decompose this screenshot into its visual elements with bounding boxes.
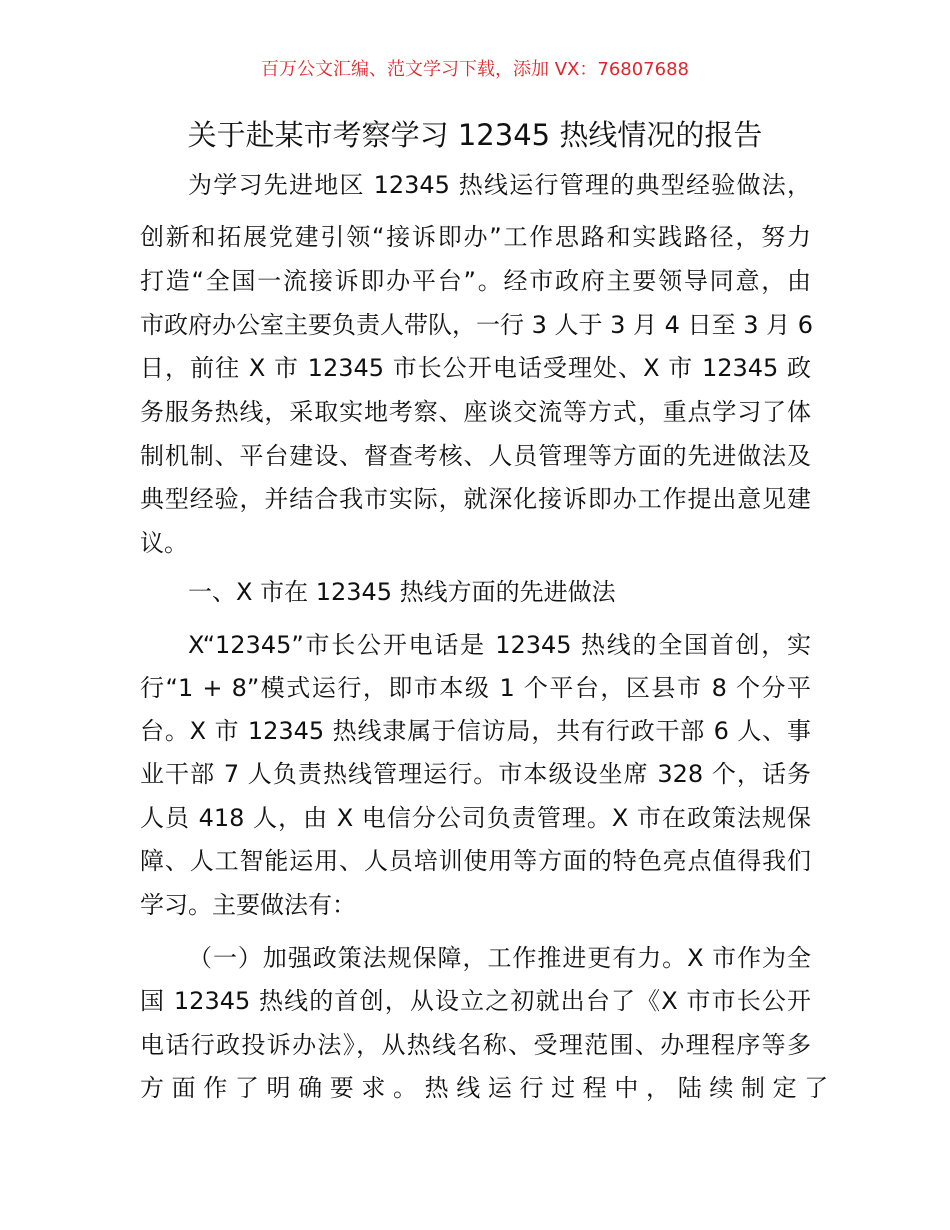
paragraph-line: 电话行政投诉办法》，从热线名称、受理范围、办理程序等多 bbox=[140, 1031, 811, 1059]
paragraph-line: 典型经验，并结合我市实际，就深化接诉即办工作提出意见建 bbox=[140, 485, 811, 513]
paragraph-line: 国 12345 热线的首创，从设立之初就出台了《X 市市长公开 bbox=[140, 987, 811, 1015]
paragraph-line: 日，前往 X 市 12345 市长公开电话受理处、X 市 12345 政 bbox=[140, 354, 811, 382]
paragraph-line: 创新和拓展党建引领“接诉即办”工作思路和实践路径，努力 bbox=[140, 223, 811, 251]
paragraph-line: 人员 418 人，由 X 电信分公司负责管理。X 市在政策法规保 bbox=[140, 804, 811, 832]
section-heading: 一、X 市在 12345 热线方面的先进做法 bbox=[188, 578, 616, 606]
watermark-header: 百万公文汇编、范文学习下载，添加 VX：76807688 bbox=[261, 59, 689, 80]
document-title: 关于赴某市考察学习 12345 热线情况的报告 bbox=[187, 118, 763, 152]
paragraph-line: 业干部 7 人负责热线管理运行。市本级设坐席 328 个，话务 bbox=[140, 760, 811, 788]
paragraph-line: 市政府办公室主要负责人带队，一行 3 人于 3 月 4 日至 3 月 6 bbox=[140, 311, 814, 339]
paragraph-line: X“12345”市长公开电话是 12345 热线的全国首创，实 bbox=[188, 631, 811, 659]
paragraph-line: 台。X 市 12345 热线隶属于信访局，共有行政干部 6 人、事 bbox=[140, 717, 811, 745]
paragraph-line: 为学习先进地区 12345 热线运行管理的典型经验做法， bbox=[188, 171, 811, 199]
paragraph-line: 打造“全国一流接诉即办平台”。经市政府主要领导同意，由 bbox=[140, 267, 811, 295]
paragraph-line: 行“1 + 8”模式运行，即市本级 1 个平台，区县市 8 个分平 bbox=[140, 674, 811, 702]
paragraph-line: 方 面 作 了 明 确 要 求 。 热 线 运 行 过 程 中 ， 陆 续 制 定 了 bbox=[140, 1074, 829, 1102]
paragraph-line: （一）加强政策法规保障，工作推进更有力。X 市作为全 bbox=[188, 944, 811, 972]
paragraph-line: 议。 bbox=[140, 529, 188, 557]
paragraph-line: 学习。主要做法有： bbox=[140, 891, 356, 919]
paragraph-line: 障、人工智能运用、人员培训使用等方面的特色亮点值得我们 bbox=[140, 847, 811, 875]
paragraph-line: 务服务热线，采取实地考察、座谈交流等方式，重点学习了体 bbox=[140, 398, 811, 426]
paragraph-line: 制机制、平台建设、督查考核、人员管理等方面的先进做法及 bbox=[140, 442, 811, 470]
